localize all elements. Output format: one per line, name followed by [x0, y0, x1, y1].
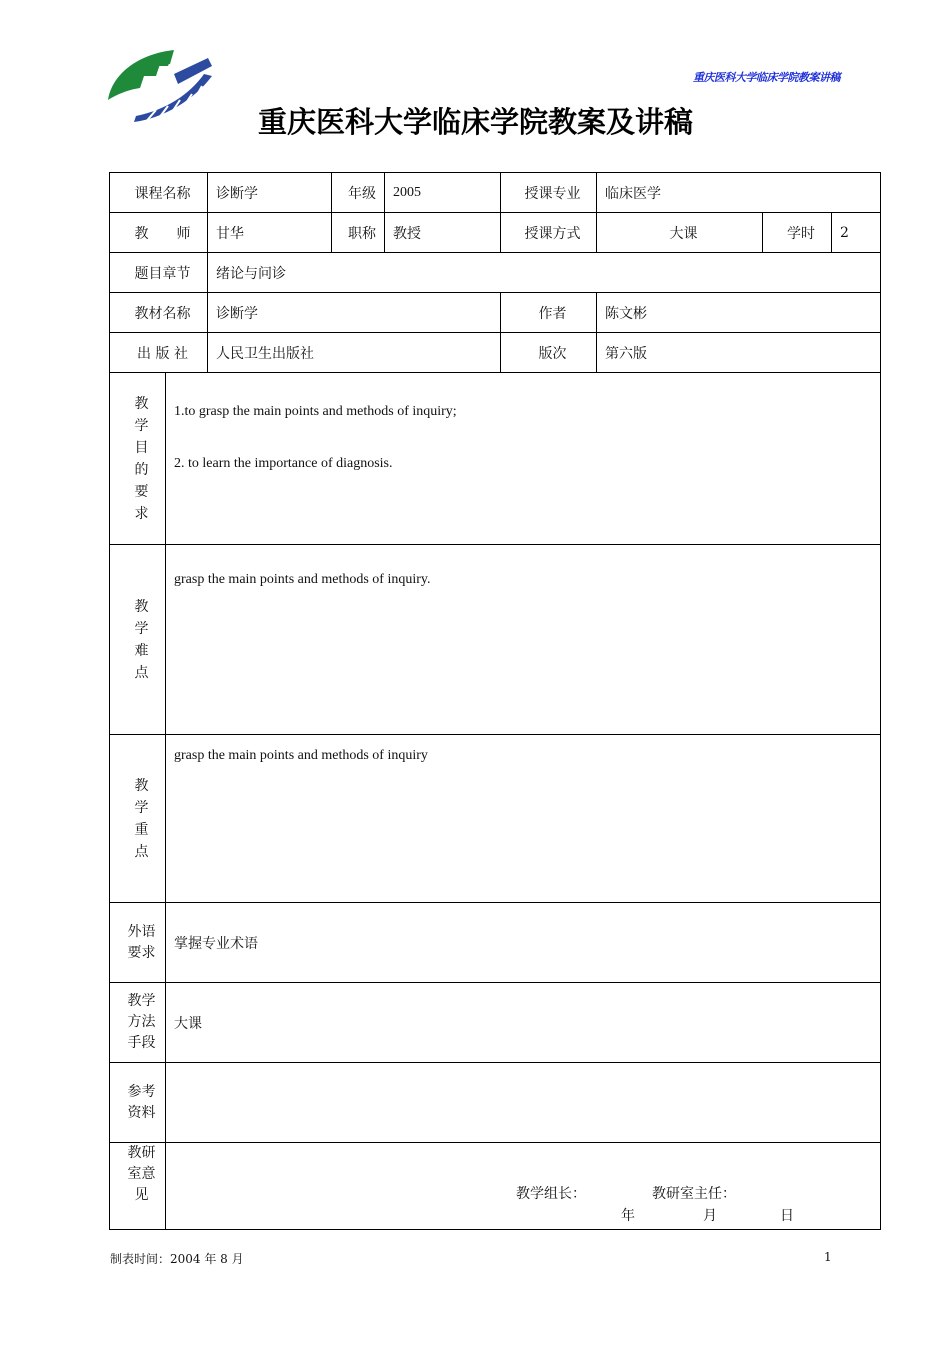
course-label: 课程名称 — [110, 173, 208, 213]
textbook-value: 诊断学 — [208, 293, 501, 333]
hours-value: 2 — [832, 213, 881, 253]
goal-item: 2. to learn the importance of diagnosis. — [174, 456, 393, 471]
teacher-value: 甘华 — [208, 213, 332, 253]
row-language — [110, 903, 881, 983]
teaching-method-label: 教学方法手段 — [127, 993, 156, 1051]
chapter-value: 绪论与问诊 — [208, 253, 881, 293]
goals-label: 教学目的要求 — [134, 395, 149, 522]
year-label: 年 — [621, 1208, 635, 1224]
teaching-method-value: 大课 — [166, 983, 881, 1063]
month-label: 月 — [703, 1208, 717, 1224]
difficulty-label: 教学难点 — [134, 598, 149, 681]
row-teaching-method — [110, 983, 881, 1063]
difficulty-value: grasp the main points and methods of inquiry. — [166, 545, 881, 735]
lesson-plan-form — [109, 172, 880, 1226]
textbook-label: 教材名称 — [110, 293, 208, 333]
row-course — [110, 173, 881, 213]
row-chapter — [110, 253, 881, 293]
edition-label: 版次 — [501, 333, 597, 373]
document-title: 重庆医科大学临床学院教案及讲稿 — [258, 105, 694, 139]
title-value: 教授 — [385, 213, 501, 253]
title-label: 职称 — [332, 213, 385, 253]
logo-green-cross-top — [150, 56, 172, 66]
language-value: 掌握专业术语 — [166, 903, 881, 983]
edition-value: 第六版 — [597, 333, 881, 373]
logo-blue-stripes — [134, 74, 212, 122]
keypoints-value: grasp the main points and methods of inquiry — [166, 735, 881, 903]
row-keypoints — [110, 735, 881, 903]
group-leader-label: 教学组长： — [516, 1186, 586, 1202]
row-opinion — [110, 1143, 881, 1230]
opinion-label: 教研室意见 — [127, 1145, 156, 1203]
method-value: 大课 — [597, 213, 763, 253]
goal-item: 1.to grasp the main points and methods of inquiry; — [174, 404, 457, 419]
grade-label: 年级 — [332, 173, 385, 213]
teacher-label: 教 师 — [110, 213, 208, 253]
made-time: 制表时间：2004 年 8 月 — [110, 1252, 244, 1266]
keypoints-label: 教学重点 — [134, 777, 149, 860]
major-label: 授课专业 — [501, 173, 597, 213]
row-publisher — [110, 333, 881, 373]
day-label: 日 — [780, 1208, 794, 1224]
hospital-logo — [104, 44, 216, 128]
row-teacher — [110, 213, 881, 253]
author-value: 陈文彬 — [597, 293, 881, 333]
major-value: 临床医学 — [597, 173, 881, 213]
director-label: 教研室主任： — [652, 1186, 736, 1202]
grade-value: 2005 — [385, 173, 501, 213]
chapter-label: 题目章节 — [110, 253, 208, 293]
references-label: 参考资料 — [127, 1083, 156, 1121]
language-label: 外语要求 — [127, 923, 156, 961]
hours-label: 学时 — [763, 213, 832, 253]
publisher-label: 出 版 社 — [110, 333, 208, 373]
references-value — [166, 1063, 881, 1143]
header-tag: 重庆医科大学临床学院教案讲稿 — [693, 71, 840, 84]
opinion-cell — [166, 1143, 881, 1230]
row-textbook — [110, 293, 881, 333]
course-value: 诊断学 — [208, 173, 332, 213]
row-goals — [110, 373, 881, 545]
goals-content — [166, 373, 881, 545]
author-label: 作者 — [501, 293, 597, 333]
row-difficulty — [110, 545, 881, 735]
publisher-value: 人民卫生出版社 — [208, 333, 501, 373]
method-label: 授课方式 — [501, 213, 597, 253]
row-references — [110, 1063, 881, 1143]
page-number: 1 — [824, 1250, 832, 1264]
